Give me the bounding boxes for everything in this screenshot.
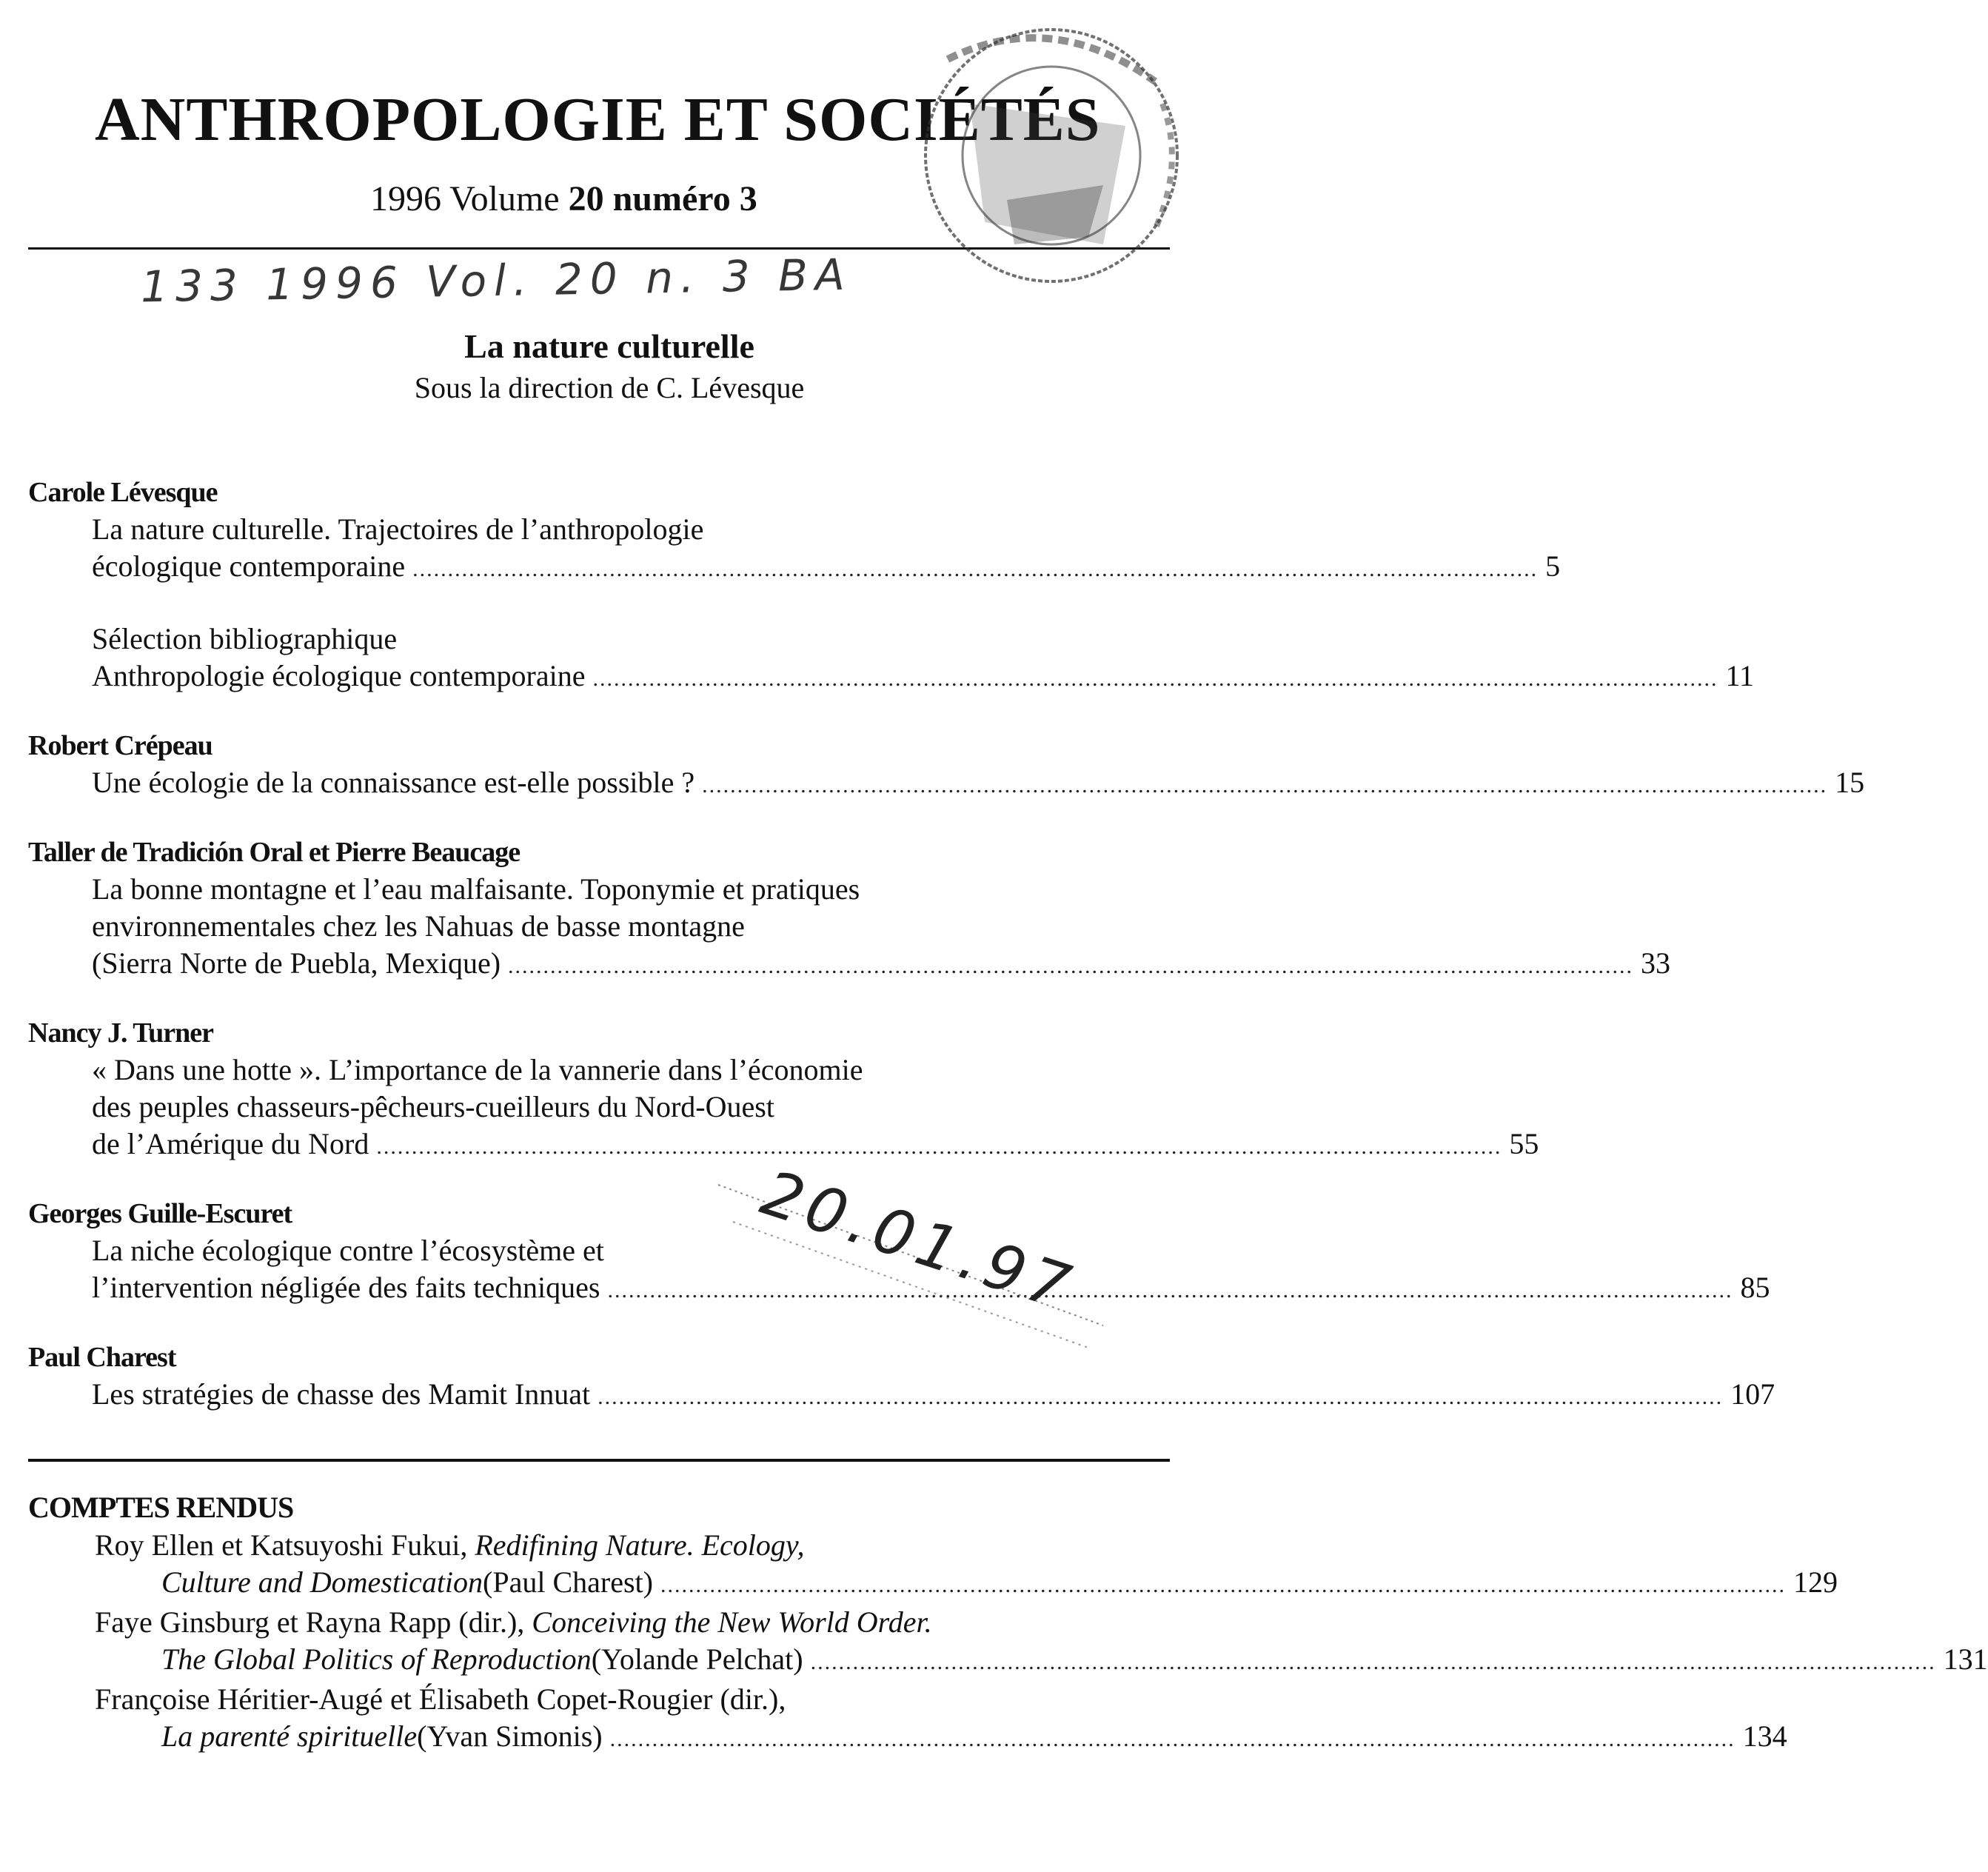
toc-entry-last-line bbox=[92, 945, 1671, 985]
leader-dots: ................................................................................................................................................................ bbox=[592, 666, 1718, 691]
leader-dots: ................................................................................................................................................................ bbox=[607, 1278, 1733, 1303]
issue-volume-label: Volume bbox=[449, 179, 560, 218]
leader-dots: ................................................................................................................................................................ bbox=[376, 1134, 1502, 1159]
page-number: 131 bbox=[1943, 1642, 1988, 1676]
review-line-1 bbox=[28, 1681, 1154, 1718]
page-number: 33 bbox=[1641, 946, 1671, 980]
toc-entry-line: La nature culturelle. Trajectoires de l’anthropologie bbox=[92, 512, 704, 546]
toc-entry-line: La bonne montagne et l’eau malfaisante. Toponymie et pratiques bbox=[92, 872, 860, 906]
leader-dots: ................................................................................................................................................................ bbox=[702, 773, 1828, 798]
review-line-2 bbox=[28, 1564, 1838, 1604]
toc-entry-last-line bbox=[92, 658, 1754, 698]
theme-title: La nature culturelle bbox=[464, 327, 754, 365]
page-number: 134 bbox=[1742, 1719, 1787, 1753]
toc-entry bbox=[28, 1052, 1539, 1166]
toc-entry-title-end: Une écologie de la connaissance est-elle possible ? bbox=[92, 766, 695, 799]
leader-dots: ................................................................................................................................................................ bbox=[598, 1385, 1724, 1409]
toc-entry bbox=[28, 871, 1671, 985]
toc-entry bbox=[28, 1376, 1776, 1416]
review-title-start: Redifining Nature. Ecology, bbox=[475, 1528, 805, 1562]
review-authors: Faye Ginsburg et Rayna Rapp (dir.), bbox=[95, 1605, 532, 1639]
review-authors: Françoise Héritier-Augé et Élisabeth Copet-Rougier (dir.), bbox=[95, 1682, 786, 1716]
page-number: 55 bbox=[1509, 1127, 1539, 1160]
toc-entry-line: Sélection bibliographique bbox=[92, 622, 398, 655]
toc-entry-last-line bbox=[92, 1376, 1776, 1416]
review-reviewer: (Paul Charest) bbox=[483, 1565, 653, 1599]
toc-author: Georges Guille-Escuret bbox=[28, 1198, 292, 1229]
review-item bbox=[28, 1681, 1787, 1758]
review-line-2 bbox=[28, 1641, 1988, 1681]
page-number: 11 bbox=[1725, 659, 1754, 692]
page-number: 107 bbox=[1730, 1377, 1776, 1411]
reviews-section bbox=[28, 1488, 1988, 1758]
journal-title: ANTHROPOLOGIE ET SOCIÉTÉS bbox=[95, 85, 1101, 154]
toc-author: Taller de Tradición Oral et Pierre Beaucage bbox=[28, 837, 521, 868]
toc-entry-last-line bbox=[92, 1126, 1539, 1166]
toc-author: Carole Lévesque bbox=[28, 477, 218, 508]
toc-entry-title-end: (Sierra Norte de Puebla, Mexique) bbox=[92, 946, 501, 980]
toc-entry-line: environnementales chez les Nahuas de basse montagne bbox=[92, 909, 745, 943]
review-authors: Roy Ellen et Katsuyoshi Fukui, bbox=[95, 1528, 475, 1562]
issue-line bbox=[370, 181, 757, 217]
toc-entry-title-end: Les stratégies de chasse des Mamit Innuat bbox=[92, 1377, 591, 1411]
date-stamp-text: 20.01.97 bbox=[753, 1156, 1085, 1326]
issue-number-label: numéro bbox=[612, 179, 731, 218]
review-line-1 bbox=[28, 1604, 1154, 1641]
review-line-1 bbox=[28, 1527, 1154, 1564]
review-item bbox=[28, 1604, 1988, 1681]
review-title-end: La parenté spirituelle bbox=[161, 1719, 418, 1753]
review-title-start: Conceiving the New World Order. bbox=[532, 1605, 932, 1639]
issue-year: 1996 bbox=[370, 179, 441, 218]
leader-dots: ................................................................................................................................................................ bbox=[508, 954, 1634, 978]
review-title-end: The Global Politics of Reproduction bbox=[161, 1642, 592, 1676]
toc-author: Paul Charest bbox=[28, 1342, 176, 1373]
toc-entry-last-line bbox=[92, 548, 1561, 588]
toc-entry-last-line bbox=[92, 764, 1865, 804]
toc-entry-title-end: écologique contemporaine bbox=[92, 549, 406, 583]
toc-entry-title-end: de l’Amérique du Nord bbox=[92, 1127, 369, 1160]
page-number: 15 bbox=[1835, 766, 1865, 799]
toc-entry-line: « Dans une hotte ». L’importance de la vannerie dans l’économie bbox=[92, 1053, 863, 1086]
leader-dots: ................................................................................................................................................................ bbox=[660, 1573, 1786, 1597]
library-stamp-seal bbox=[859, 15, 1192, 311]
leader-dots: ................................................................................................................................................................ bbox=[810, 1650, 1936, 1674]
page-number: 85 bbox=[1740, 1271, 1770, 1304]
toc-entry bbox=[28, 511, 1561, 588]
review-line-2 bbox=[28, 1718, 1787, 1758]
review-title-end: Culture and Domestication bbox=[161, 1565, 483, 1599]
section-rule bbox=[28, 1459, 1170, 1462]
toc-entry bbox=[28, 621, 1754, 698]
review-reviewer: (Yolande Pelchat) bbox=[591, 1642, 803, 1676]
date-stamp bbox=[718, 1156, 1125, 1363]
toc-entry-line: La niche écologique contre l’écosystème et bbox=[92, 1234, 604, 1267]
handwritten-shelf-note: 133 1996 Vol. 20 n. 3 BA bbox=[140, 249, 853, 312]
toc-entry bbox=[28, 764, 1865, 804]
review-reviewer: (Yvan Simonis) bbox=[417, 1719, 603, 1753]
reviews-heading: COMPTES RENDUS bbox=[28, 1491, 294, 1524]
toc-entry-title-end: l’intervention négligée des faits techniques bbox=[92, 1271, 600, 1304]
issue-number: 3 bbox=[739, 179, 757, 218]
toc-entry-title-end: Anthropologie écologique contemporaine bbox=[92, 659, 586, 692]
page-number: 129 bbox=[1793, 1565, 1838, 1599]
toc-author: Robert Crépeau bbox=[28, 730, 212, 761]
leader-dots: ................................................................................................................................................................ bbox=[412, 557, 1539, 581]
issue-volume: 20 bbox=[568, 179, 604, 218]
toc-author: Nancy J. Turner bbox=[28, 1017, 213, 1049]
theme-editor: Sous la direction de C. Lévesque bbox=[414, 371, 805, 404]
toc-entry-line: des peuples chasseurs-pêcheurs-cueilleurs du Nord-Ouest bbox=[92, 1090, 774, 1123]
page-number: 5 bbox=[1545, 549, 1561, 583]
review-item bbox=[28, 1527, 1838, 1604]
leader-dots: ................................................................................................................................................................ bbox=[609, 1727, 1736, 1751]
